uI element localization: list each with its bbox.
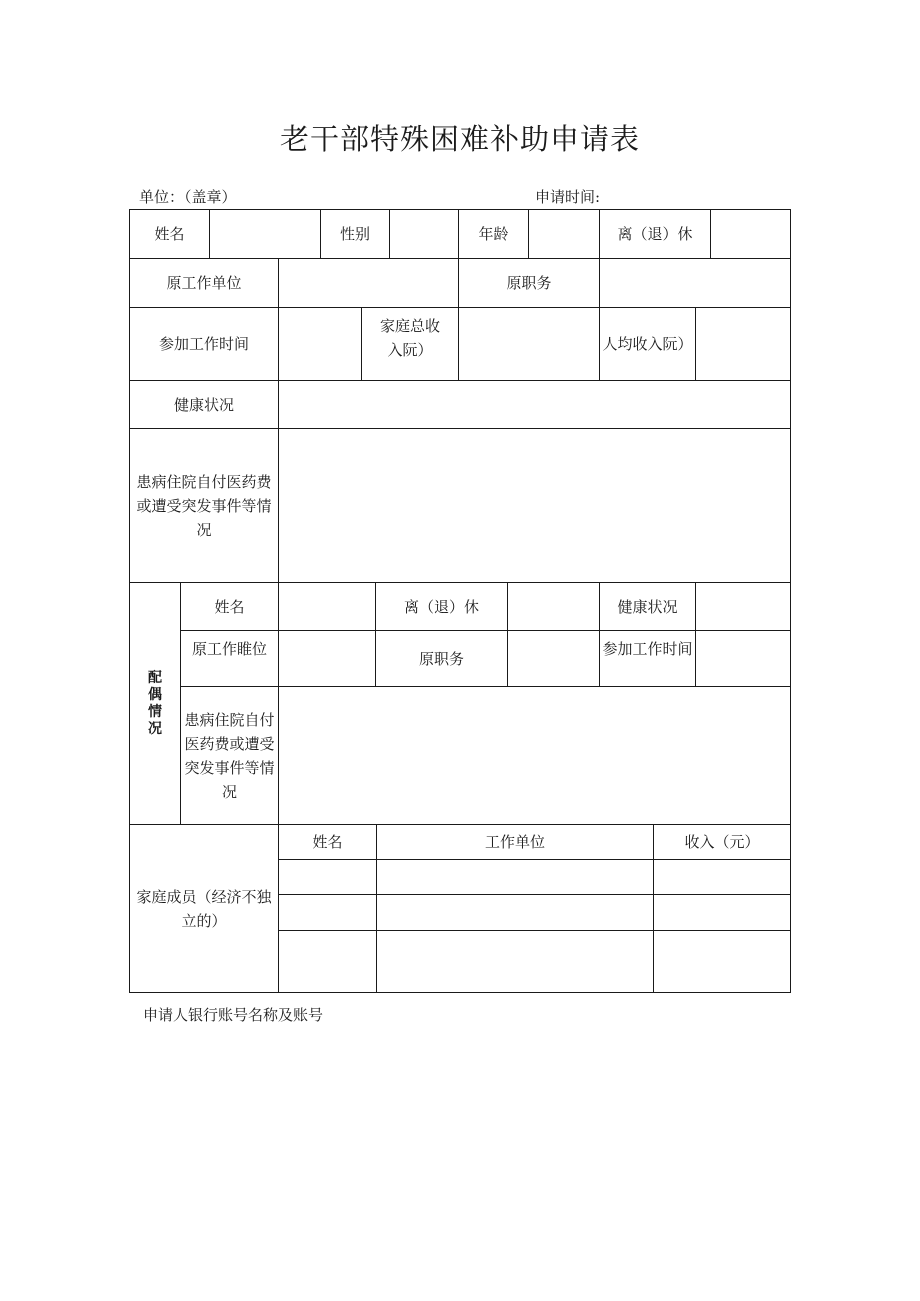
spouse-hardship-label: 患病住院自付医药费或遭受突发事件等情况 <box>180 686 279 825</box>
application-form-table <box>129 209 791 993</box>
family-row-1-name[interactable] <box>278 859 377 895</box>
spouse-work-start-label: 参加工作时间 <box>599 630 696 687</box>
family-row-2-unit[interactable] <box>376 894 654 931</box>
spouse-health-label: 健康状况 <box>599 582 696 631</box>
age-label: 年龄 <box>458 209 529 259</box>
family-income-field[interactable] <box>458 307 600 381</box>
name-field[interactable] <box>209 209 321 259</box>
family-col-name: 姓名 <box>278 824 377 860</box>
form-title: 老干部特殊困难补助申请表 <box>279 122 640 156</box>
retire-field[interactable] <box>710 209 791 259</box>
family-members-label: 家庭成员（经济不独立的） <box>129 824 279 993</box>
per-capita-income-field[interactable] <box>695 307 791 381</box>
spouse-name-field[interactable] <box>278 582 376 631</box>
unit-seal-label: 单位：（盖章） <box>139 188 237 206</box>
spouse-section-text: 配偶情况 <box>148 669 162 737</box>
spouse-orig-post-label: 原职务 <box>375 630 508 687</box>
gender-field[interactable] <box>389 209 459 259</box>
family-row-3-income[interactable] <box>653 930 791 993</box>
family-row-2-income[interactable] <box>653 894 791 931</box>
spouse-orig-unit-field[interactable] <box>278 630 376 687</box>
health-label: 健康状况 <box>129 380 279 429</box>
hardship-label: 患病住院自付医药费或遭受突发事件等情况 <box>129 428 279 583</box>
spouse-hardship-field[interactable] <box>278 686 791 825</box>
orig-post-field[interactable] <box>599 258 791 308</box>
spouse-work-start-field[interactable] <box>695 630 791 687</box>
spouse-section-label <box>129 582 181 825</box>
work-start-field[interactable] <box>278 307 362 381</box>
health-field[interactable] <box>278 380 791 429</box>
spouse-health-field[interactable] <box>695 582 791 631</box>
family-row-3-name[interactable] <box>278 930 377 993</box>
name-label: 姓名 <box>129 209 210 259</box>
family-income-label: 家庭总收入阮） <box>361 307 459 381</box>
family-row-1-income[interactable] <box>653 859 791 895</box>
application-date-label: 申请时间: <box>535 188 601 206</box>
family-row-1-unit[interactable] <box>376 859 654 895</box>
spouse-name-label: 姓名 <box>180 582 279 631</box>
gender-label: 性别 <box>320 209 390 259</box>
per-capita-income-label: 人均收入阮） <box>599 307 696 381</box>
orig-unit-field[interactable] <box>278 258 459 308</box>
age-field[interactable] <box>528 209 600 259</box>
family-row-3-unit[interactable] <box>376 930 654 993</box>
retire-label: 离（退）休 <box>599 209 711 259</box>
spouse-retire-label: 离（退）休 <box>375 582 508 631</box>
orig-unit-label: 原工作单位 <box>129 258 279 308</box>
family-col-work-unit: 工作单位 <box>376 824 654 860</box>
spouse-retire-field[interactable] <box>507 582 600 631</box>
family-col-income: 收入（元） <box>653 824 791 860</box>
hardship-field[interactable] <box>278 428 791 583</box>
family-row-2-name[interactable] <box>278 894 377 931</box>
spouse-orig-unit-label: 原工作睢位 <box>180 630 279 687</box>
bank-account-label: 申请人银行账号名称及账号 <box>143 1006 324 1024</box>
spouse-orig-post-field[interactable] <box>507 630 600 687</box>
orig-post-label: 原职务 <box>458 258 600 308</box>
work-start-label: 参加工作时间 <box>129 307 279 381</box>
